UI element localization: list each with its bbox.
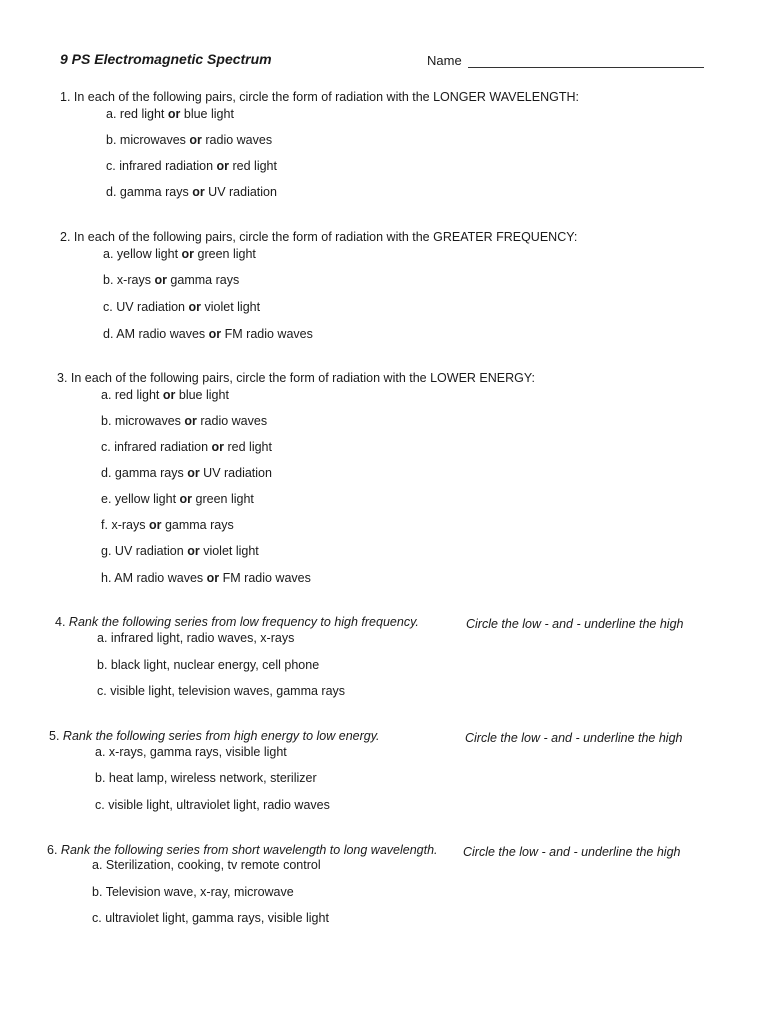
option-second[interactable]: blue light (183, 107, 234, 121)
item-letter: a. (95, 745, 106, 759)
or-separator: or (184, 414, 197, 428)
option-first[interactable]: UV radiation (114, 544, 184, 558)
item-letter: b. (106, 133, 117, 147)
q3-item-g (101, 544, 259, 558)
option-first[interactable]: red light (114, 388, 160, 402)
q2-item-d (103, 327, 313, 341)
q5-item-b (95, 771, 317, 785)
or-separator: or (181, 247, 195, 261)
q1-item-c (106, 159, 277, 173)
option-second[interactable]: green light (195, 492, 254, 506)
or-separator: or (179, 492, 193, 506)
question-instruction: Rank the following series from short wavelength to long wavelength. (60, 843, 438, 857)
question-1-prompt: 1. In each of the following pairs, circle the form of radiation with the LONGER WAVELENGTH: (60, 90, 579, 104)
item-letter: a. (101, 388, 112, 402)
q1-item-b (106, 133, 272, 147)
item-letter: c. (103, 300, 113, 314)
item-letter: d. (101, 466, 112, 480)
item-letter: g. (101, 544, 112, 558)
q5-item-c (95, 798, 330, 812)
question-4-prompt (55, 615, 419, 629)
q1-item-a (106, 107, 234, 121)
q5-item-a (95, 745, 287, 759)
q2-item-c (103, 300, 260, 314)
item-text[interactable]: visible light, television waves, gamma rays (110, 684, 346, 698)
or-separator: or (211, 440, 225, 454)
item-letter: b. (101, 414, 112, 428)
q6-item-b (92, 885, 294, 899)
q3-item-e (101, 492, 254, 506)
q3-item-d (101, 466, 272, 480)
or-separator: or (162, 388, 176, 402)
option-second[interactable]: UV radiation (208, 185, 277, 199)
question-number: 4. (55, 615, 66, 629)
option-first[interactable]: x-rays (116, 273, 151, 287)
item-letter: b. (95, 771, 106, 785)
option-second[interactable]: green light (197, 247, 256, 261)
q3-item-a (101, 388, 229, 402)
or-separator: or (189, 133, 202, 147)
item-letter: c. (106, 159, 116, 173)
item-text[interactable]: heat lamp, wireless network, sterilizer (108, 771, 317, 785)
item-letter: d. (103, 327, 114, 341)
option-first[interactable]: red light (119, 107, 165, 121)
item-letter: a. (106, 107, 117, 121)
item-letter: e. (101, 492, 112, 506)
q6-side-note: Circle the low - and - underline the high (463, 845, 681, 859)
item-letter: a. (97, 631, 108, 645)
q2-item-b (103, 273, 239, 287)
option-first[interactable]: gamma rays (119, 185, 189, 199)
or-separator: or (192, 185, 205, 199)
q5-side-note: Circle the low - and - underline the high (465, 731, 683, 745)
option-first[interactable]: microwaves (119, 133, 186, 147)
q3-item-h (101, 571, 311, 585)
or-separator: or (154, 273, 167, 287)
item-text[interactable]: black light, nuclear energy, cell phone (110, 658, 320, 672)
item-letter: a. (103, 247, 114, 261)
option-first[interactable]: UV radiation (116, 300, 186, 314)
or-separator: or (148, 518, 162, 532)
q6-item-c (92, 911, 329, 925)
option-second[interactable]: radio waves (200, 414, 268, 428)
or-separator: or (167, 107, 181, 121)
option-first[interactable]: AM radio waves (116, 327, 206, 341)
option-second[interactable]: FM radio waves (222, 571, 311, 585)
question-instruction: Rank the following series from high energy to low energy. (62, 729, 380, 743)
option-second[interactable]: red light (227, 440, 272, 454)
option-second[interactable]: red light (232, 159, 277, 173)
item-letter: a. (92, 858, 103, 872)
option-second[interactable]: gamma rays (170, 273, 240, 287)
question-instruction: Rank the following series from low frequency to high frequency. (68, 615, 419, 629)
item-letter: b. (97, 658, 108, 672)
or-separator: or (206, 571, 220, 585)
item-letter: c. (101, 440, 111, 454)
option-second[interactable]: gamma rays (164, 518, 234, 532)
option-first[interactable]: yellow light (116, 247, 179, 261)
item-text[interactable]: x-rays, gamma rays, visible light (108, 745, 287, 759)
option-second[interactable]: radio waves (205, 133, 273, 147)
item-letter: b. (103, 273, 114, 287)
q3-item-c (101, 440, 272, 454)
option-first[interactable]: yellow light (114, 492, 177, 506)
item-text[interactable]: Television wave, x-ray, microwave (105, 885, 294, 899)
question-2-prompt: 2. In each of the following pairs, circle the form of radiation with the GREATER FREQUENCY: (60, 230, 578, 244)
item-text[interactable]: infrared light, radio waves, x-rays (110, 631, 295, 645)
question-number: 5. (49, 729, 60, 743)
or-separator: or (187, 544, 200, 558)
item-letter: c. (97, 684, 107, 698)
q3-item-b (101, 414, 267, 428)
option-second[interactable]: violet light (204, 300, 261, 314)
option-second[interactable]: blue light (178, 388, 229, 402)
option-first[interactable]: x-rays (111, 518, 146, 532)
option-second[interactable]: violet light (203, 544, 259, 558)
option-first[interactable]: microwaves (114, 414, 181, 428)
item-text[interactable]: Sterilization, cooking, tv remote control (105, 858, 321, 872)
or-separator: or (187, 466, 200, 480)
item-text[interactable]: ultraviolet light, gamma rays, visible light (105, 911, 329, 925)
question-3-prompt: 3. In each of the following pairs, circle the form of radiation with the LOWER ENERGY: (57, 371, 535, 385)
or-separator: or (188, 300, 201, 314)
question-number: 6. (47, 843, 58, 857)
name-label: Name (427, 53, 462, 68)
q4-side-note: Circle the low - and - underline the high (466, 617, 684, 631)
item-letter: d. (106, 185, 117, 199)
or-separator: or (216, 159, 230, 173)
item-letter: f. (101, 518, 108, 532)
item-letter: b. (92, 885, 103, 899)
q4-item-a (97, 631, 294, 645)
item-letter: c. (95, 798, 105, 812)
option-first[interactable]: infrared radiation (114, 440, 209, 454)
q3-item-f (101, 518, 234, 532)
option-first[interactable]: AM radio waves (114, 571, 204, 585)
question-5-prompt (49, 729, 380, 743)
option-second[interactable]: UV radiation (203, 466, 272, 480)
q4-item-b (97, 658, 319, 672)
option-second[interactable]: FM radio waves (224, 327, 313, 341)
item-text[interactable]: visible light, ultraviolet light, radio waves (108, 798, 330, 812)
q6-item-a (92, 858, 321, 872)
item-letter: c. (92, 911, 102, 925)
or-separator: or (208, 327, 222, 341)
option-first[interactable]: gamma rays (114, 466, 184, 480)
name-blank-line[interactable] (468, 67, 704, 68)
option-first[interactable]: infrared radiation (119, 159, 214, 173)
item-letter: h. (101, 571, 112, 585)
q1-item-d (106, 185, 277, 199)
q4-item-c (97, 684, 345, 698)
worksheet-title: 9 PS Electromagnetic Spectrum (60, 51, 272, 67)
question-6-prompt (47, 843, 438, 857)
q2-item-a (103, 247, 256, 261)
